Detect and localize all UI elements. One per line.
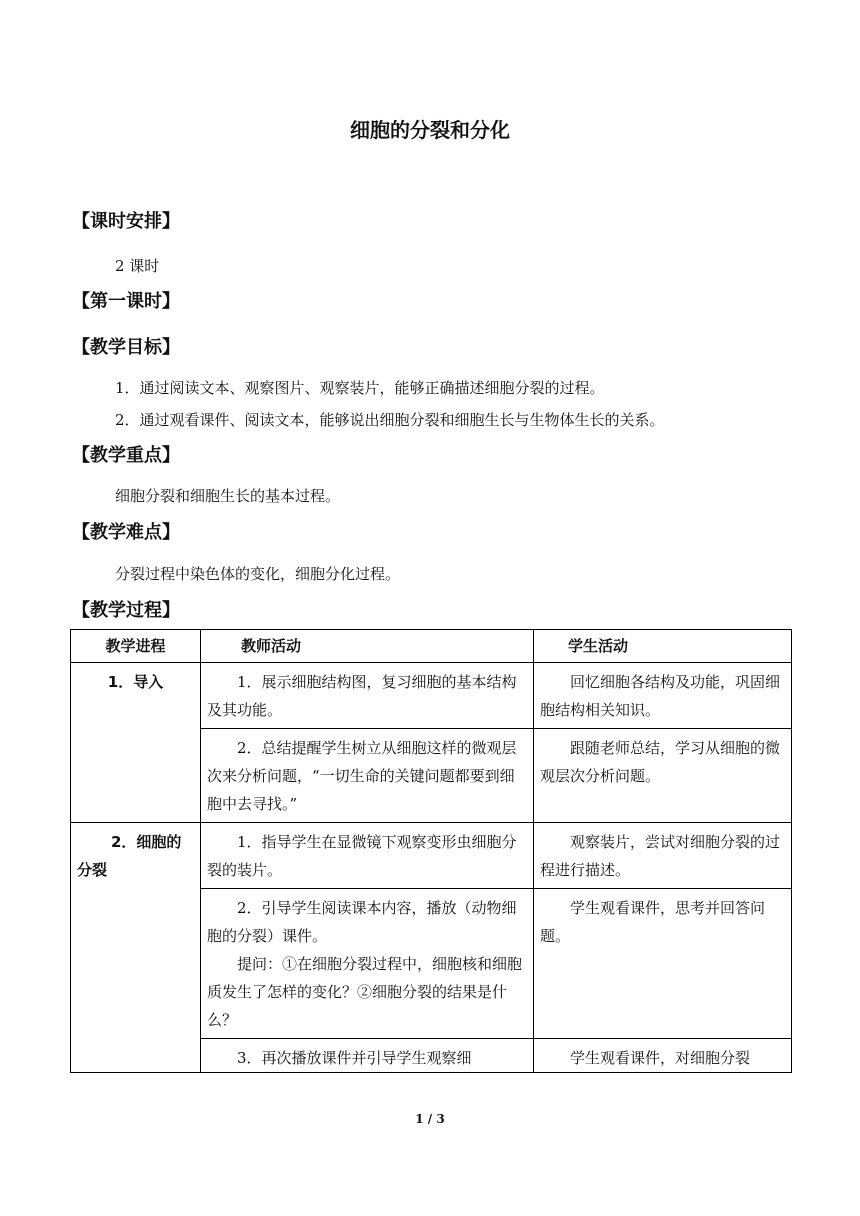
header-teacher: 教师活动 xyxy=(201,630,534,663)
stage-intro: 1．导入 xyxy=(71,663,201,823)
table-header-row xyxy=(71,630,792,663)
header-student: 学生活动 xyxy=(534,630,792,663)
page-number: 1 / 3 xyxy=(415,1112,445,1126)
objective-2: 2．通过观看课件、阅读文本，能够说出细胞分裂和细胞生长与生物体生长的关系。 xyxy=(115,411,665,429)
student-activity: 学生观看课件，思考并回答问题。 xyxy=(534,889,792,1039)
section-heading-difficulties: 【教学难点】 xyxy=(72,522,180,543)
section-heading-schedule: 【课时安排】 xyxy=(72,211,180,232)
teacher-activity: 2．引导学生阅读课本内容，播放（动物细胞的分裂）课件。 提问：①在细胞分裂过程中，细胞核和细胞质发生了怎样的变化？②细胞分裂的结果是什么？ xyxy=(201,889,534,1039)
teacher-activity: 1．展示细胞结构图，复习细胞的基本结构及其功能。 xyxy=(201,663,534,729)
document-title: 细胞的分裂和分化 xyxy=(350,118,510,142)
section-heading-objectives: 【教学目标】 xyxy=(72,337,180,358)
section-heading-process: 【教学过程】 xyxy=(72,600,180,621)
student-activity: 回忆细胞各结构及功能，巩固细胞结构相关知识。 xyxy=(534,663,792,729)
student-activity: 学生观看课件，对细胞分裂 xyxy=(534,1039,792,1073)
teacher-activity: 3．再次播放课件并引导学生观察细 xyxy=(201,1039,534,1073)
student-activity: 跟随老师总结，学习从细胞的微观层次分析问题。 xyxy=(534,729,792,823)
schedule-text: 2 课时 xyxy=(115,257,160,275)
objective-1: 1．通过阅读文本、观察图片、观察装片，能够正确描述细胞分裂的过程。 xyxy=(115,379,605,397)
teacher-activity: 2．总结提醒学生树立从细胞这样的微观层次来分析问题，“一切生命的关键问题都要到细胞中去寻找。” xyxy=(201,729,534,823)
section-heading-key-points: 【教学重点】 xyxy=(72,445,180,466)
table-row xyxy=(71,663,792,729)
table-row xyxy=(71,823,792,889)
stage-cell-division: 2．细胞的 分裂 xyxy=(71,823,201,1073)
section-heading-first-lesson: 【第一课时】 xyxy=(72,291,180,312)
teaching-process-table xyxy=(70,629,792,1073)
header-stage: 教学进程 xyxy=(71,630,201,663)
student-activity: 观察装片，尝试对细胞分裂的过程进行描述。 xyxy=(534,823,792,889)
key-points-text: 细胞分裂和细胞生长的基本过程。 xyxy=(115,487,341,505)
difficulties-text: 分裂过程中染色体的变化，细胞分化过程。 xyxy=(115,565,401,583)
teacher-activity: 1．指导学生在显微镜下观察变形虫细胞分裂的装片。 xyxy=(201,823,534,889)
